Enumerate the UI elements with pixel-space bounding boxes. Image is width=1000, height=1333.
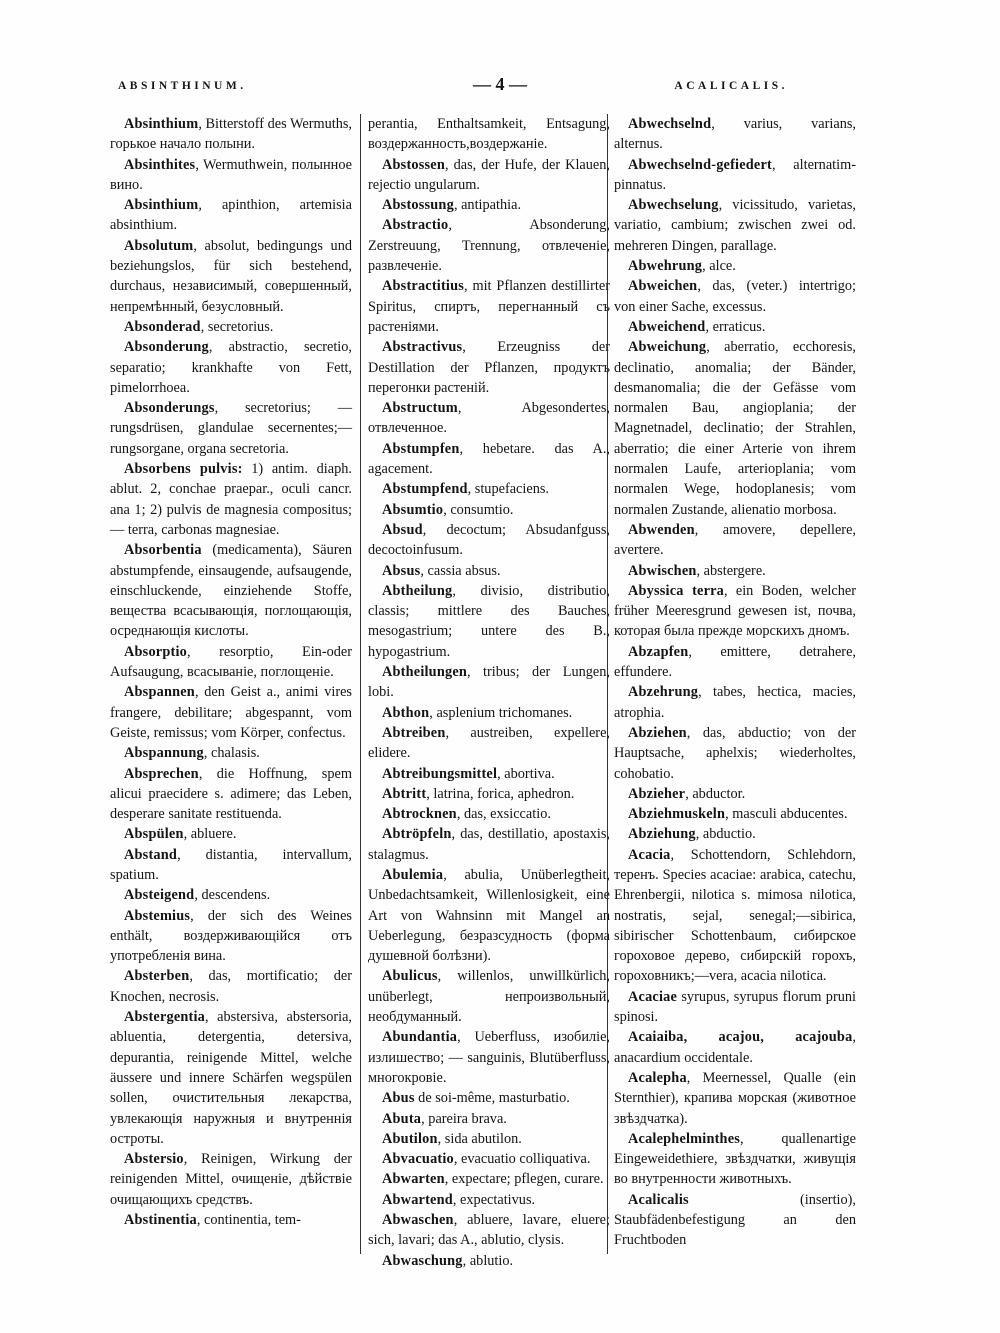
entry-definition: , tabes, hectica, macies, atrophia. bbox=[614, 684, 856, 721]
entry-definition: perantia, Enthaltsamkeit, Entsagung, воздержанность,воздержаніе. bbox=[368, 116, 610, 153]
entry-headword: Abziehen bbox=[628, 724, 687, 741]
dictionary-entry bbox=[110, 743, 352, 763]
entry-definition: , Abgesondertes, отвлеченное. bbox=[368, 400, 610, 437]
dictionary-entry bbox=[368, 114, 610, 155]
entry-headword: Abwaschung bbox=[382, 1252, 463, 1269]
dictionary-entry bbox=[110, 317, 352, 337]
dictionary-entry bbox=[368, 764, 610, 784]
entry-definition: 1) antim. diaph. ablut. 2, conchae praepar., oculi cancr. ana 1; 2) pulvis de magnesia compositus;— terra, carbonas magnesiae. bbox=[110, 461, 352, 538]
entry-headword: Abtheilung bbox=[382, 582, 453, 599]
entry-headword: Abstractitius bbox=[382, 278, 465, 295]
entry-headword: Abtröpfeln bbox=[382, 826, 452, 843]
entry-headword: Absorbens pulvis: bbox=[124, 461, 243, 478]
dictionary-entry bbox=[614, 195, 856, 256]
column-divider bbox=[607, 114, 608, 1254]
dictionary-entry bbox=[614, 824, 856, 844]
entry-headword: Abstumpfend bbox=[382, 481, 468, 498]
entry-definition: , masculi abducentes. bbox=[725, 806, 848, 823]
entry-headword: Abwehrung bbox=[628, 258, 703, 275]
entry-headword: Absonderung bbox=[124, 339, 209, 356]
entry-definition: , abductor. bbox=[685, 785, 746, 802]
dictionary-entry bbox=[110, 114, 352, 155]
entry-headword: Abweichend bbox=[628, 318, 706, 335]
dictionary-entry bbox=[368, 520, 610, 561]
entry-definition: , Schottendorn, Schlehdorn, теренъ. Species acaciae: arabica, catechu, Ehrenbergii, nilotica s. mimosa nilotica, nostratis, sejal, senegal;—sibirica, sibirischer Schottenbaum, сибирское гороховое дерево, сибирскій горохъ, гороховникъ;—vera, acacia nilotica. bbox=[614, 846, 856, 985]
entry-headword: Acaiaiba, acajou, acajouba bbox=[628, 1029, 853, 1046]
dictionary-entry bbox=[614, 723, 856, 784]
entry-definition: , expectativus. bbox=[452, 1191, 536, 1208]
entry-headword: Abyssica terra bbox=[628, 582, 725, 599]
entry-definition: , abstergere. bbox=[696, 562, 766, 579]
entry-definition: , die Hoffnung, spem alicui praecidere s. adimere; das Leben, desperare sanitate restituenda. bbox=[110, 765, 352, 823]
dictionary-entry bbox=[368, 1210, 610, 1251]
column-2 bbox=[368, 114, 610, 1271]
entry-headword: Absonderungs bbox=[124, 400, 215, 417]
entry-definition: , consumtio. bbox=[443, 501, 514, 518]
dictionary-entry bbox=[368, 1088, 610, 1108]
entry-headword: Abulemia bbox=[382, 866, 444, 883]
dictionary-entry bbox=[368, 865, 610, 966]
dictionary-entry bbox=[110, 966, 352, 1007]
dictionary-entry bbox=[110, 459, 352, 540]
entry-headword: Abzieher bbox=[628, 785, 686, 802]
dictionary-entry bbox=[368, 784, 610, 804]
entry-headword: Absolutum bbox=[124, 237, 194, 254]
entry-headword: Abzapfen bbox=[628, 643, 689, 660]
dictionary-entry bbox=[614, 317, 856, 337]
entry-definition: , das, der Hufe, der Klauen, rejectio ungularum. bbox=[368, 156, 610, 193]
entry-definition: , descendens. bbox=[194, 887, 271, 904]
entry-definition: , ablutio. bbox=[462, 1252, 514, 1269]
entry-definition: , pareira brava. bbox=[421, 1110, 507, 1127]
entry-headword: Abutilon bbox=[382, 1130, 438, 1147]
entry-definition: , secretorius; —rungsdrüsen, glandulae secernentes;—rungsorgane, organa secretoria. bbox=[110, 400, 352, 457]
column-divider bbox=[360, 114, 361, 1254]
dictionary-entry bbox=[110, 540, 352, 641]
entry-definition: , latrina, forica, aphedron. bbox=[426, 785, 575, 802]
entry-headword: Abundantia bbox=[382, 1029, 458, 1046]
entry-headword: Abwartend bbox=[382, 1191, 453, 1208]
dictionary-entry bbox=[614, 337, 856, 520]
dictionary-entry bbox=[368, 804, 610, 824]
dictionary-entry bbox=[368, 155, 610, 196]
dictionary-entry bbox=[368, 1027, 610, 1088]
entry-definition: , Meernessel, Qualle (ein Sternthier), крапива морская (животное звѣздчатка). bbox=[614, 1069, 856, 1127]
dictionary-entry bbox=[614, 642, 856, 683]
entry-headword: Abwechselnd-gefiedert bbox=[628, 156, 772, 173]
entry-headword: Abtrocknen bbox=[382, 806, 457, 823]
entry-headword: Abstinentia bbox=[124, 1212, 197, 1229]
entry-headword: Absud bbox=[382, 521, 423, 538]
entry-headword: Abweichung bbox=[628, 339, 707, 356]
dictionary-entry bbox=[614, 1027, 856, 1068]
entry-definition: , den Geist a., animi vires frangere, debilitare; abgespannt, vom Geiste, remissus; vom Körper, confectus. bbox=[110, 684, 352, 741]
entry-headword: Absinthium bbox=[124, 197, 199, 214]
entry-definition: , varius, varians, alternus. bbox=[614, 116, 856, 153]
entry-headword: Abtreibungsmittel bbox=[382, 765, 498, 782]
entry-headword: Absteigend bbox=[124, 887, 195, 904]
entry-headword: Abstumpfen bbox=[382, 440, 460, 457]
entry-headword: Abvacuatio bbox=[382, 1151, 454, 1168]
dictionary-entry bbox=[110, 398, 352, 459]
dictionary-entry bbox=[614, 784, 856, 804]
dictionary-entry bbox=[368, 1109, 610, 1129]
dictionary-entry bbox=[110, 1210, 352, 1230]
entry-headword: Absus bbox=[382, 562, 421, 579]
entry-headword: Abziehmuskeln bbox=[628, 806, 726, 823]
dictionary-entry bbox=[110, 824, 352, 844]
entry-headword: Absinthium bbox=[124, 116, 199, 132]
dictionary-entry bbox=[368, 1251, 610, 1271]
entry-definition: , cassia absus. bbox=[420, 562, 501, 579]
entry-definition: , asplenium trichomanes. bbox=[429, 704, 573, 721]
dictionary-entry bbox=[368, 500, 610, 520]
dictionary-entry bbox=[368, 824, 610, 865]
dictionary-entry bbox=[368, 215, 610, 276]
entry-headword: Abziehung bbox=[628, 826, 696, 843]
entry-headword: Abtritt bbox=[382, 785, 427, 802]
page-number: — 4 — bbox=[473, 74, 527, 94]
entry-definition: , expectare; pflegen, curare. bbox=[444, 1171, 604, 1188]
dictionary-entry bbox=[368, 337, 610, 398]
entry-headword: Abwarten bbox=[382, 1171, 445, 1188]
header-left-catchword: ABSINTHINUM. bbox=[118, 80, 247, 92]
dictionary-entry bbox=[614, 520, 856, 561]
entry-headword: Abweichen bbox=[628, 278, 698, 295]
entry-definition: , evacuatio colliquativa. bbox=[453, 1151, 591, 1168]
entry-definition: , Erzeugniss der Destillation der Pflanzen, продуктъ перегонки растеній. bbox=[368, 339, 610, 396]
entry-definition: , aberratio, ecchoresis, declinatio, anomalia; der Bänder, desmanomalia; die der Gefässe vom normalen Bau, angioplania; der Magnetnadel, declinatio; der Strahlen, aberratio; die einer Arterie von ihrem normalen Laufe, arterioplania; vom normalen Wege, hodoplanesis; vom normalen Zustande, alienatio morbosa. bbox=[614, 339, 856, 518]
dictionary-entry bbox=[368, 276, 610, 337]
entry-definition: , mit Pflanzen destillirter Spiritus, спиртъ, перегнанный съ растеніями. bbox=[368, 278, 610, 335]
entry-headword: Abtreiben bbox=[382, 724, 446, 741]
entry-headword: Abstractio bbox=[382, 217, 449, 234]
entry-definition: , absolut, bedingungs und beziehungslos, für sich bestehend, durchaus, независимый, совершенный, непремѣнный, безусловный. bbox=[110, 237, 352, 315]
entry-definition: , continentia, tem- bbox=[196, 1212, 301, 1229]
column-1 bbox=[110, 114, 352, 1230]
dictionary-entry bbox=[368, 1169, 610, 1189]
dictionary-entry bbox=[110, 236, 352, 317]
entry-definition: , chalasis. bbox=[203, 745, 260, 762]
entry-definition: , anacardium occidentale. bbox=[614, 1029, 856, 1066]
entry-definition: , sida abutilon. bbox=[437, 1130, 522, 1147]
entry-definition: , Ueberfluss, изобиліе, излишество; — sanguinis, Blutüberfluss, многокровіе. bbox=[368, 1029, 610, 1086]
dictionary-entry bbox=[368, 561, 610, 581]
entry-headword: Abthon bbox=[382, 704, 430, 721]
entry-headword: Absumtio bbox=[382, 501, 444, 518]
entry-definition: , tribus; der Lungen, lobi. bbox=[368, 664, 610, 701]
entry-definition: , das, abductio; von der Hauptsache, aphelxis; wiederholtes, cohobatio. bbox=[614, 724, 856, 782]
dictionary-entry bbox=[368, 439, 610, 480]
dictionary-entry bbox=[110, 906, 352, 967]
entry-definition: de soi-même, masturbatio. bbox=[414, 1090, 570, 1107]
entry-headword: Abstersio bbox=[124, 1151, 184, 1168]
entry-headword: Abus bbox=[382, 1090, 415, 1107]
entry-definition: , abortiva. bbox=[497, 765, 555, 782]
dictionary-entry bbox=[110, 845, 352, 886]
entry-definition: (insertio), Staubfädenbefestigung an den Fruchtboden bbox=[614, 1191, 856, 1249]
dictionary-entry bbox=[614, 845, 856, 987]
entry-definition: , das, mortificatio; der Knochen, necrosis. bbox=[110, 968, 352, 1005]
dictionary-entry bbox=[614, 682, 856, 723]
dictionary-entry bbox=[614, 256, 856, 276]
dictionary-entry bbox=[614, 114, 856, 155]
entry-definition: , abulia, Unüberlegtheit, Unbedachtsamkeit, Willenlosigkeit, eine Art von Wahnsinn mit Mangel an Ueberlegung, безразсудность (форма душевной болѣзни). bbox=[368, 866, 610, 965]
entry-definition: , Reinigen, Wirkung der reinigenden Mittel, очищеніе, дѣйствіе очищающихъ средствъ. bbox=[110, 1151, 352, 1208]
entry-headword: Abwischen bbox=[628, 562, 697, 579]
dictionary-entry bbox=[110, 155, 352, 196]
dictionary-entry bbox=[368, 1190, 610, 1210]
entry-headword: Absorbentia bbox=[124, 542, 202, 559]
entry-definition: , apinthion, artemisia absinthium. bbox=[110, 197, 352, 234]
dictionary-entry bbox=[368, 662, 610, 703]
entry-definition: , distantia, intervallum, spatium. bbox=[110, 846, 352, 883]
entry-headword: Abwechselung bbox=[628, 197, 719, 214]
dictionary-entry bbox=[110, 337, 352, 398]
dictionary-entry bbox=[368, 1129, 610, 1149]
dictionary-entry bbox=[614, 561, 856, 581]
entry-definition: , ein Boden, welcher früher Meeresgrund gewesen ist, почва, которая была прежде морскихъ дномъ. bbox=[614, 582, 856, 640]
entry-headword: Abspülen bbox=[124, 826, 184, 843]
entry-definition: , das, destillatio, apostaxis, stalagmus. bbox=[368, 826, 610, 863]
entry-headword: Abstractivus bbox=[382, 339, 463, 356]
entry-definition: , secretorius. bbox=[200, 318, 274, 335]
dictionary-entry bbox=[368, 703, 610, 723]
entry-definition: , abluere, lavare, eluere; sich, lavari; das A., ablutio, clysis. bbox=[368, 1212, 610, 1249]
entry-definition: , antipathia. bbox=[453, 197, 522, 214]
entry-headword: Abspannen bbox=[124, 684, 195, 701]
entry-definition: , willenlos, unwillkürlich, unüberlegt, непроизвольный, необдуманный. bbox=[368, 968, 610, 1026]
entry-headword: Abwechselnd bbox=[628, 116, 712, 132]
entry-headword: Acacia bbox=[628, 846, 671, 863]
entry-headword: Acalephelminthes bbox=[628, 1130, 741, 1147]
entry-headword: Abstemius bbox=[124, 907, 191, 924]
entry-headword: Acalicalis bbox=[628, 1191, 689, 1208]
dictionary-entry bbox=[614, 1068, 856, 1129]
entry-definition: , das, exsiccatio. bbox=[456, 806, 551, 823]
entry-headword: Abspannung bbox=[124, 745, 204, 762]
entry-definition: , vicissitudo, varietas, variatio, cambium; zwischen zwei od. mehreren Dingen, parallage. bbox=[614, 197, 856, 254]
entry-definition: , abluere. bbox=[183, 826, 237, 843]
entry-headword: Abwaschen bbox=[382, 1212, 454, 1229]
entry-definition: syrupus, syrupus florum pruni spinosi. bbox=[614, 988, 856, 1026]
dictionary-entry bbox=[614, 1129, 856, 1190]
running-header bbox=[0, 74, 1000, 104]
dictionary-entry bbox=[110, 1149, 352, 1210]
entry-definition: , Absonderung, Zerstreuung, Trennung, отвлеченіе, развлеченіе. bbox=[368, 217, 610, 275]
entry-definition: , decoctum; Absudanfguss, decoctoinfusum. bbox=[368, 521, 610, 559]
entry-definition: , quallenartige Eingeweidethiere, звѣздчатки, живущія во внутренности животныхъ. bbox=[614, 1130, 856, 1188]
dictionary-entry bbox=[110, 195, 352, 236]
entry-headword: Absinthites bbox=[124, 156, 196, 173]
entry-definition: , austreiben, expellere, elidere. bbox=[368, 724, 610, 762]
entry-definition: , abstersiva, abstersoria, abluentia, detergentia, detersiva, depurantia, reinigende Mittel, welche äussere und innere Schärfen wegspülen sollen, очистительныя лекарства, увлекающія наружныя и внутреннія остроты. bbox=[110, 1009, 352, 1147]
entry-definition: , resorptio, Ein-oder Aufsaugung, всасываніе, поглощеніе. bbox=[110, 643, 352, 681]
entry-definition: , das, (veter.) intertrigo; von einer Sache, excessus. bbox=[614, 278, 856, 315]
entry-headword: Abstergentia bbox=[124, 1009, 206, 1026]
dictionary-entry bbox=[368, 723, 610, 764]
entry-definition: , stupefaciens. bbox=[467, 481, 550, 498]
entry-headword: Abzehrung bbox=[628, 684, 699, 701]
entry-definition: (medicamenta), Säuren abstumpfende, einsaugende, aufsaugende, einschluckende, einziehende Stoffe, вещества всасывающія, поглощающія, осреднающія кислоты. bbox=[110, 542, 352, 640]
entry-headword: Abstossung bbox=[382, 197, 454, 214]
entry-definition: , amovere, depellere, avertere. bbox=[614, 521, 856, 559]
dictionary-entry bbox=[110, 885, 352, 905]
entry-definition: , divisio, distributio, classis; mittlere des Bauches, mesogastrium; untere des B., hypogastrium. bbox=[368, 582, 610, 660]
entry-definition: , abstractio, secretio, separatio; krankhafte von Fett, pimelorrhoea. bbox=[110, 339, 352, 396]
dictionary-entry bbox=[368, 479, 610, 499]
dictionary-entry bbox=[614, 987, 856, 1028]
entry-definition: , erraticus. bbox=[705, 318, 766, 335]
dictionary-entry bbox=[614, 155, 856, 196]
entry-headword: Absorptio bbox=[124, 643, 187, 660]
dictionary-entry bbox=[110, 764, 352, 825]
entry-headword: Absonderad bbox=[124, 318, 201, 335]
dictionary-entry bbox=[614, 276, 856, 317]
header-right-catchword: ACALICALIS. bbox=[674, 80, 788, 92]
dictionary-entry bbox=[110, 642, 352, 683]
entry-headword: Abstand bbox=[124, 846, 178, 863]
dictionary-entry bbox=[110, 1007, 352, 1149]
entry-headword: Abuta bbox=[382, 1110, 422, 1127]
column-3 bbox=[614, 114, 856, 1251]
dictionary-entry bbox=[368, 581, 610, 662]
entry-headword: Abstructum bbox=[382, 400, 458, 417]
dictionary-entry bbox=[368, 966, 610, 1027]
entry-definition: , Wermuthwein, полынное вино. bbox=[110, 156, 352, 193]
entry-definition: , alce. bbox=[702, 258, 736, 275]
dictionary-entry bbox=[614, 581, 856, 642]
entry-definition: , abductio. bbox=[695, 826, 756, 843]
entry-headword: Acalepha bbox=[628, 1069, 687, 1086]
dictionary-entry bbox=[614, 804, 856, 824]
entry-headword: Acaciae bbox=[628, 988, 678, 1005]
dictionary-entry bbox=[368, 1149, 610, 1169]
entry-headword: Abtheilungen bbox=[382, 664, 468, 681]
entry-definition: , der sich des Weines enthält, воздерживающійся отъ употребленія вина. bbox=[110, 907, 352, 965]
entry-headword: Absprechen bbox=[124, 765, 199, 782]
entry-headword: Absterben bbox=[124, 968, 190, 985]
entry-headword: Abstossen bbox=[382, 156, 445, 173]
entry-definition: , alternatim-pinnatus. bbox=[614, 156, 856, 193]
entry-headword: Abulicus bbox=[382, 968, 438, 985]
dictionary-entry bbox=[110, 682, 352, 743]
entry-definition: , hebetare. das A., agacement. bbox=[368, 440, 610, 478]
entry-definition: , emittere, detrahere, effundere. bbox=[614, 643, 856, 681]
entry-definition: , Bitterstoff des Wermuths, горькое начало полыни. bbox=[110, 116, 352, 153]
dictionary-entry bbox=[368, 195, 610, 215]
dictionary-entry bbox=[614, 1190, 856, 1251]
dictionary-entry bbox=[368, 398, 610, 439]
entry-headword: Abwenden bbox=[628, 521, 695, 538]
